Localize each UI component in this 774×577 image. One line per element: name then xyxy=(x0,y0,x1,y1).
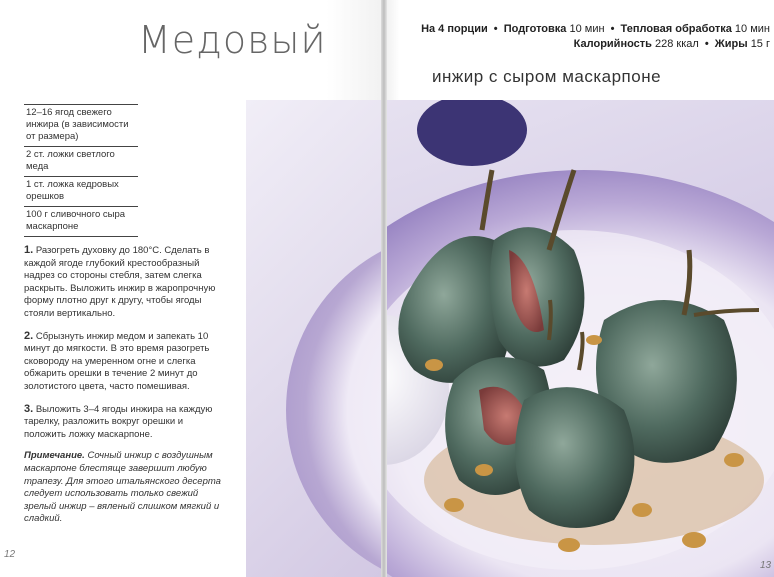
ingredient-item: 1 ст. ложка кедровых орешков xyxy=(24,176,138,206)
photo-left-part xyxy=(246,100,384,577)
pine-nut xyxy=(632,503,652,517)
cup-shape xyxy=(417,100,527,166)
step-number: 2. xyxy=(24,329,34,342)
step-number: 1. xyxy=(24,244,34,256)
info-line-1 xyxy=(398,22,770,37)
servings-label: На 4 порции xyxy=(421,23,488,35)
info-line-2 xyxy=(398,37,770,52)
pine-nut xyxy=(444,498,464,512)
cook-label: Тепловая обработка xyxy=(620,23,732,35)
plate-edge xyxy=(286,230,384,577)
photo-illustration xyxy=(384,100,774,577)
bullet-separator: • xyxy=(704,38,709,50)
method-steps xyxy=(24,244,224,526)
recipe-title: Медовый xyxy=(138,18,327,62)
calories-label: Калорийность xyxy=(573,38,652,50)
book-gutter xyxy=(381,0,387,577)
note-text: Сочный инжир с воздушным маскарпоне блестяще завершит любую трапезу. Для этого итальянского десерта следует использовать только свежий зрелый инжир – вяленый слишком мягкий и сладкий. xyxy=(24,450,221,525)
ingredients-list xyxy=(24,104,138,237)
recipe-subtitle: инжир с сыром маскарпоне xyxy=(432,67,662,86)
recipe-info xyxy=(398,22,770,52)
fat-label: Жиры xyxy=(714,38,748,50)
pine-nut xyxy=(558,538,580,552)
step-2 xyxy=(24,330,224,394)
step-number: 3. xyxy=(24,402,34,415)
left-page xyxy=(0,0,384,577)
page-number-left: 12 xyxy=(4,549,16,560)
pine-nut xyxy=(586,335,602,345)
step-text: Выложить 3–4 ягоды инжира на каждую тарелку, разложить вокруг орешки и положить ложку маскарпоне. xyxy=(24,403,213,440)
note xyxy=(24,450,224,526)
bullet-separator: • xyxy=(493,23,498,35)
pine-nut xyxy=(724,453,744,467)
bullet-separator: • xyxy=(610,23,615,35)
fat-value: 15 г xyxy=(750,38,770,50)
prep-label: Подготовка xyxy=(503,23,567,35)
pine-nut xyxy=(682,532,706,548)
step-3 xyxy=(24,403,224,442)
pine-nut xyxy=(475,464,493,476)
step-text: Разогреть духовку до 180°С. Сделать в каждой ягоде глубокий крестообразный надрез со стороны стебля, затем слегка раскрыть. Выложить инжир в жаропрочную форму плотно друг к другу, чтобы ягоды стояли вертикально. xyxy=(24,245,216,319)
pine-nut xyxy=(425,359,443,371)
cook-value: 10 мин xyxy=(734,23,770,35)
step-1 xyxy=(24,244,224,321)
prep-value: 10 мин xyxy=(569,23,605,35)
page-number-right: 13 xyxy=(760,560,772,571)
ingredient-item: 12–16 ягод свежего инжира (в зависимости от размера) xyxy=(24,104,138,146)
ingredient-item: 100 г сливочного сыра маскарпоне xyxy=(24,206,138,237)
step-text: Сбрызнуть инжир медом и запекать 10 минут до мягкости. В это время разогреть сковороду на умеренном огне и слегка обжарить орешки в течение 2 минут до золотистого цвета, часто помешивая. xyxy=(24,330,210,392)
baked-figs-with-mascarpone-photo xyxy=(384,100,774,577)
note-label: Примечание. xyxy=(24,450,85,462)
calories-value: 228 ккал xyxy=(655,38,699,50)
ingredient-item: 2 ст. ложки светлого меда xyxy=(24,146,138,176)
